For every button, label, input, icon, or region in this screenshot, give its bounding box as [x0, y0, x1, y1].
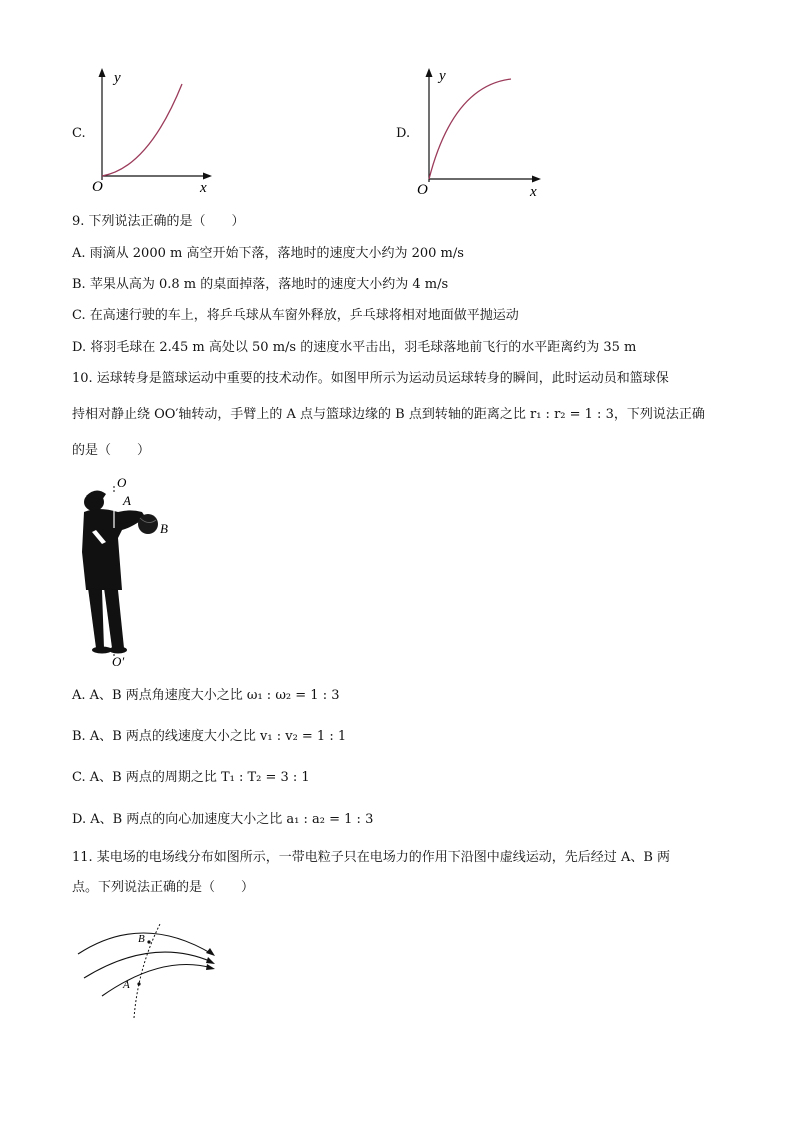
- graph-c: [88, 62, 228, 197]
- label-point-B: B: [138, 933, 145, 945]
- option-c-label: C.: [72, 126, 86, 141]
- q11-stem-line1: 11. 某电场的电场线分布如图所示，一带电粒子只在电场力的作用下沿图中虚线运动，先后经过 A、B 两: [72, 850, 671, 865]
- q10-stem-line3: 的是（ ）: [72, 443, 151, 458]
- basketball-figure: [72, 472, 192, 672]
- q10-option-b: B. A、B 两点的线速度大小之比 v₁ : v₂ = 1 : 1: [72, 729, 347, 744]
- graph-c-curve: [102, 84, 182, 176]
- player-leg-right: [104, 588, 124, 648]
- graph-d-x-arrow: [532, 176, 541, 183]
- graph-d-x-label: x: [530, 184, 537, 200]
- label-A: A: [123, 493, 131, 508]
- field-line-1-arrow: [206, 948, 215, 956]
- q11-stem-line2: 点。下列说法正确的是（ ）: [72, 880, 255, 895]
- q9-stem: 9. 下列说法正确的是（ ）: [72, 214, 245, 229]
- option-d-label: D.: [396, 126, 411, 141]
- graph-c-x-label: x: [200, 180, 207, 196]
- field-line-3-arrow: [206, 964, 215, 970]
- graph-c-y-arrow: [99, 68, 106, 77]
- q10-stem-line1: 10. 运球转身是篮球运动中重要的技术动作。如图甲所示为运动员运球转身的瞬间，此时运动员和篮球保: [72, 371, 669, 386]
- field-line-3: [102, 965, 212, 997]
- label-O: O: [117, 475, 127, 490]
- q9-option-b: B. 苹果从高为 0.8 m 的桌面掉落，落地时的速度大小约为 4 m/s: [72, 277, 449, 292]
- point-B: [147, 940, 150, 943]
- graph-d-curve: [429, 79, 511, 179]
- field-line-1: [78, 933, 212, 954]
- label-O-prime: O′: [112, 654, 125, 669]
- q9-option-c: C. 在高速行驶的车上，将乒乓球从车窗外释放，乒乓球将相对地面做平抛运动: [72, 308, 519, 323]
- player-shoe-right: [109, 647, 127, 654]
- label-point-A: A: [123, 979, 130, 991]
- q9-option-a: A. 雨滴从 2000 m 高空开始下落，落地时的速度大小约为 200 m/s: [72, 246, 464, 261]
- graph-d-y-arrow: [426, 68, 433, 77]
- basketball: [138, 514, 158, 534]
- point-A: [137, 982, 140, 985]
- field-line-2-arrow: [206, 957, 215, 964]
- label-B: B: [160, 521, 168, 536]
- q10-option-a: A. A、B 两点角速度大小之比 ω₁ : ω₂ = 1 : 3: [72, 688, 340, 703]
- q9-option-d: D. 将羽毛球在 2.45 m 高处以 50 m/s 的速度水平击出，羽毛球落地前飞行的水平距离约为 35 m: [72, 340, 637, 355]
- graph-c-origin: O: [92, 179, 103, 195]
- q10-option-c: C. A、B 两点的周期之比 T₁ : T₂ = 3 : 1: [72, 770, 310, 785]
- q10-option-d: D. A、B 两点的向心加速度大小之比 a₁ : a₂ = 1 : 3: [72, 812, 374, 827]
- graph-c-y-label: y: [114, 70, 121, 86]
- graph-d: [413, 62, 553, 200]
- q10-stem-line2: 持相对静止绕 OO′轴转动，手臂上的 A 点与篮球边缘的 B 点到转轴的距离之比 r₁ : r₂ = 1 : 3，下列说法正确: [72, 407, 705, 422]
- graph-c-x-arrow: [203, 173, 212, 180]
- graph-d-y-label: y: [439, 68, 446, 84]
- player-leg-left: [88, 588, 104, 648]
- electric-field-figure: [72, 918, 232, 1028]
- graph-d-origin: O: [417, 182, 428, 198]
